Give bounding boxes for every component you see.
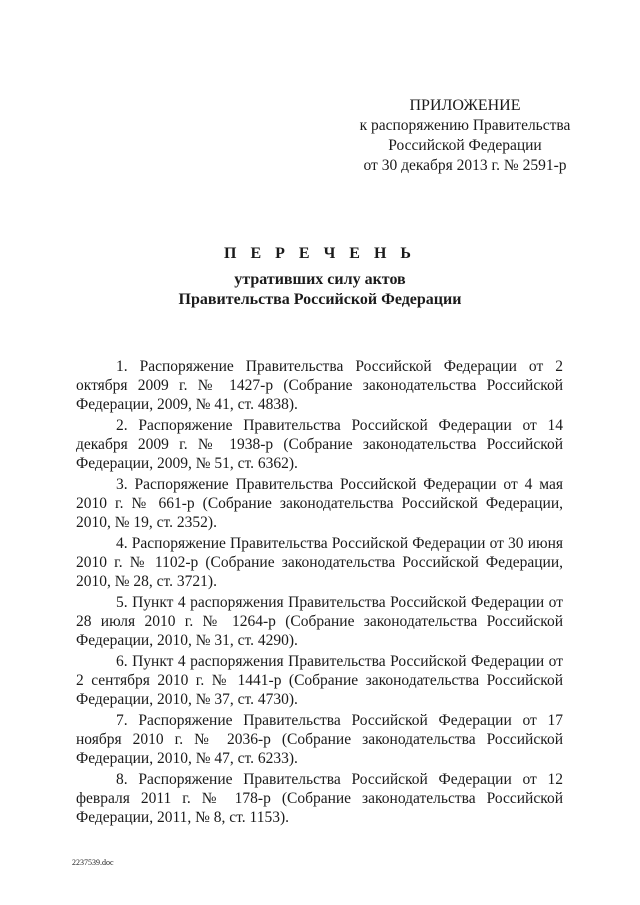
document-heading: [0, 242, 640, 310]
annex-line-government: Российской Федерации: [388, 137, 542, 154]
footer-filename: 2237539.doc: [72, 858, 114, 867]
list-item: 3. Распоряжение Правительства Российской Федерации от 4 мая 2010 г. № 661-р (Собрание законодательства Российской Федерации, 2010, № 19, ст. 2352).: [76, 476, 563, 531]
annex-line-order: к распоряжению Правительства: [359, 117, 571, 134]
annex-line-date-number: от 30 декабря 2013 г. № 2591-р: [363, 157, 567, 174]
list-item: 1. Распоряжение Правительства Российской Федерации от 2 октября 2009 г. № 1427-р (Собрание законодательства Российской Федерации, 2009, № 41, ст. 4838).: [76, 358, 563, 413]
list-item: 6. Пункт 4 распоряжения Правительства Российской Федерации от 2 сентября 2010 г. № 1441-р (Собрание законодательства Российской Федерации, 2010, № 37, ст. 4730).: [76, 653, 563, 708]
list-item: 4. Распоряжение Правительства Российской Федерации от 30 июня 2010 г. № 1102-р (Собрание законодательства Российской Федерации, 2010, № 28, ст. 3721).: [76, 535, 563, 590]
heading-subtitle-acts: утративших силу актов: [234, 271, 406, 288]
heading-subtitle-government: Правительства Российской Федерации: [178, 291, 462, 308]
heading-title: П Е Р Е Ч Е Н Ь: [224, 245, 416, 262]
acts-list: [76, 357, 563, 829]
annex-title: ПРИЛОЖЕНИЕ: [409, 97, 521, 114]
list-item: 8. Распоряжение Правительства Российской Федерации от 12 февраля 2011 г. № 178-р (Собрание законодательства Российской Федерации, 2011, № 8, ст. 1153).: [76, 771, 563, 826]
list-item: 2. Распоряжение Правительства Российской Федерации от 14 декабря 2009 г. № 1938-р (Собрание законодательства Российской Федерации, 2009, № 51, ст. 6362).: [76, 417, 563, 472]
list-item: 5. Пункт 4 распоряжения Правительства Российской Федерации от 28 июля 2010 г. № 1264-р (Собрание законодательства Российской Федерации, 2010, № 31, ст. 4290).: [76, 594, 563, 649]
list-item: 7. Распоряжение Правительства Российской Федерации от 17 ноября 2010 г. № 2036-р (Собрание законодательства Российской Федерации, 2010, № 47, ст. 6233).: [76, 712, 563, 767]
annex-block: [330, 96, 600, 176]
